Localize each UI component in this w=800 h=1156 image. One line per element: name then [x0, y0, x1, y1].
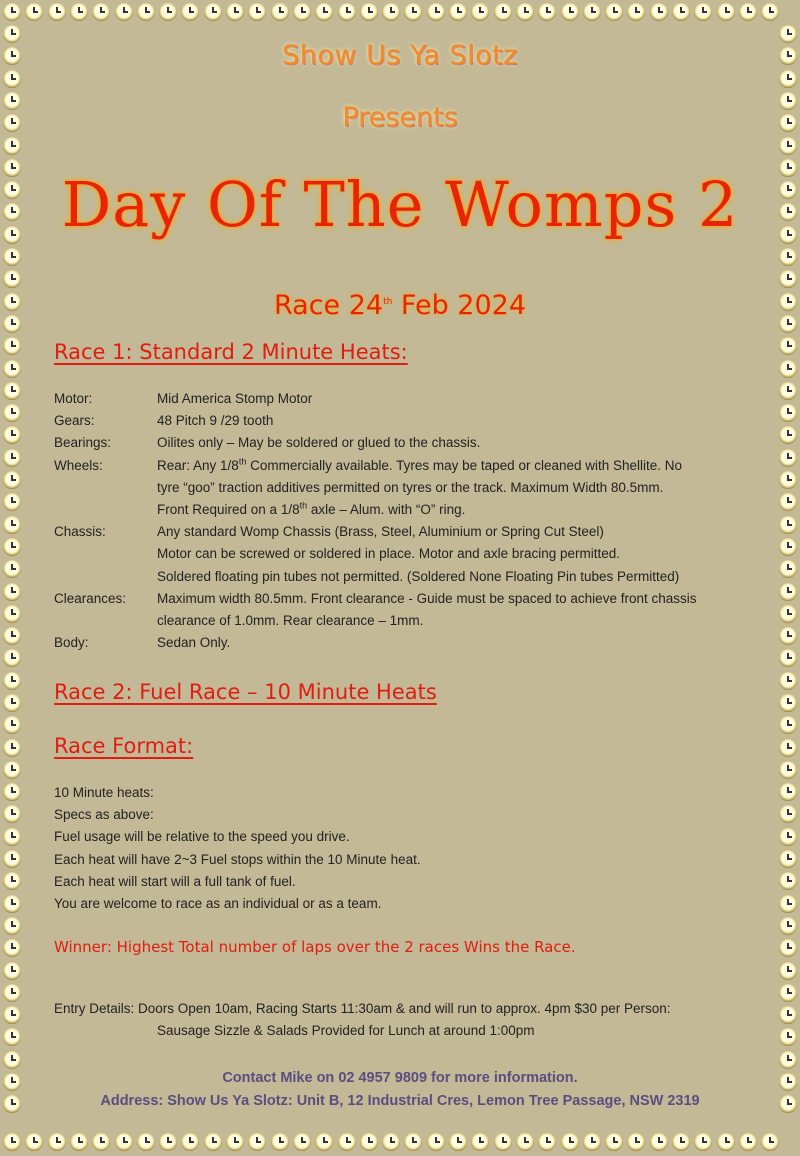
spec-value: Rear: Any 1/8th Commercially available. Tyres may be taped or cleaned with Shellite. No tyre “goo” traction additives permitted on tyres or the track. Maximum Width 80.5mm. Front Required on a 1/8th axle – Alum. with “O” ring.	[157, 456, 683, 518]
clock-icon	[672, 1133, 690, 1151]
spec-row	[54, 410, 754, 432]
clock-icon	[761, 1133, 779, 1151]
clock-icon	[315, 3, 333, 21]
entry-line: Entry Details: Doors Open 10am, Racing Starts 11:30am & and will run to approx. 4pm $30 per Person:	[54, 1001, 671, 1016]
spec-label: Body:	[54, 635, 89, 651]
clock-icon	[779, 1006, 797, 1024]
format-line: Each heat will start will a full tank of fuel.	[54, 873, 296, 889]
clock-icon	[779, 895, 797, 913]
spec-row	[54, 432, 754, 454]
clock-icon	[779, 649, 797, 667]
spec-label: Wheels:	[54, 457, 103, 473]
clock-icon	[627, 3, 645, 21]
format-list	[54, 782, 421, 915]
spec-label: Motor:	[54, 391, 93, 406]
clock-icon	[779, 739, 797, 757]
clock-icon	[360, 3, 378, 21]
presents-text: Presents	[342, 102, 458, 133]
clock-icon	[293, 3, 311, 21]
spec-value: Mid America Stomp Motor	[157, 391, 313, 406]
clock-icon	[271, 1133, 289, 1151]
spec-value: Maximum width 80.5mm. Front clearance - Guide must be spaced to achieve front chassis clearance of 1.0mm. Rear clearance – 1mm.	[157, 590, 697, 629]
clock-icon	[694, 3, 712, 21]
clock-icon	[115, 3, 133, 21]
entry-line: Sausage Sizzle & Salads Provided for Lunch at around 1:00pm	[157, 1023, 535, 1039]
clock-icon	[3, 761, 21, 779]
clock-icon	[70, 3, 88, 21]
clock-icon	[779, 538, 797, 556]
clock-icon	[3, 337, 21, 355]
clock-icon	[3, 672, 21, 690]
clock-icon	[627, 1133, 645, 1151]
clock-icon	[404, 3, 422, 21]
clock-icon	[449, 3, 467, 21]
clock-icon	[538, 1133, 556, 1151]
clock-icon	[3, 828, 21, 846]
format-line: Each heat will have 2~3 Fuel stops within the 10 Minute heat.	[54, 851, 421, 867]
clock-icon	[25, 3, 43, 21]
clock-icon	[779, 917, 797, 935]
clock-icon	[3, 805, 21, 823]
clock-icon	[427, 1133, 445, 1151]
clock-icon	[338, 3, 356, 21]
clock-icon	[449, 1133, 467, 1151]
clock-icon	[583, 1133, 601, 1151]
clock-icon	[3, 895, 21, 913]
clock-icon	[779, 962, 797, 980]
clock-icon	[248, 3, 266, 21]
clock-icon	[3, 1133, 21, 1151]
clock-icon	[779, 672, 797, 690]
event-title: Day Of The Womps 2	[61, 168, 739, 241]
clock-icon	[494, 3, 512, 21]
clock-icon	[739, 3, 757, 21]
clock-icon	[779, 471, 797, 489]
entry-details	[54, 998, 754, 1042]
clock-icon	[3, 493, 21, 511]
clock-icon	[561, 1133, 579, 1151]
clock-icon	[779, 270, 797, 288]
spec-row	[54, 388, 754, 410]
clock-icon	[338, 1133, 356, 1151]
clock-icon	[3, 3, 21, 21]
clock-icon	[779, 828, 797, 846]
spec-value: 48 Pitch 9 /29 tooth	[157, 413, 274, 429]
clock-icon	[779, 426, 797, 444]
contact-block	[0, 1067, 800, 1112]
clock-icon	[25, 1133, 43, 1151]
clock-icon	[779, 805, 797, 823]
clock-icon	[471, 1133, 489, 1151]
spec-label: Chassis:	[54, 524, 106, 540]
clock-icon	[226, 1133, 244, 1151]
clock-icon	[3, 872, 21, 890]
spec-value: Oilites only – May be soldered or glued to the chassis.	[157, 435, 481, 451]
clock-icon	[70, 1133, 88, 1151]
clock-icon	[779, 382, 797, 400]
clock-icon	[779, 694, 797, 712]
clock-icon	[605, 3, 623, 21]
clock-icon	[583, 3, 601, 21]
clock-icon	[3, 1028, 21, 1046]
spec-label: Gears:	[54, 413, 95, 429]
clock-icon	[494, 1133, 512, 1151]
clock-icon	[779, 939, 797, 957]
clock-icon	[48, 3, 66, 21]
clock-icon	[204, 3, 222, 21]
race-date: Race 24th Feb 2024	[273, 290, 527, 321]
clock-icon	[92, 1133, 110, 1151]
clock-icon	[226, 3, 244, 21]
clock-icon	[650, 3, 668, 21]
clock-icon	[717, 1133, 735, 1151]
clock-icon	[3, 850, 21, 868]
clock-icon	[92, 3, 110, 21]
clock-icon	[382, 3, 400, 21]
format-line: You are welcome to race as an individual or as a team.	[54, 896, 382, 912]
clock-icon	[3, 560, 21, 578]
clock-icon	[3, 583, 21, 601]
clock-icon	[115, 1133, 133, 1151]
clock-icon	[293, 1133, 311, 1151]
clock-icon	[181, 3, 199, 21]
clock-icon	[3, 627, 21, 645]
clock-icon	[761, 3, 779, 21]
clock-icon	[271, 3, 289, 21]
clock-icon	[3, 70, 21, 88]
clock-icon	[779, 337, 797, 355]
spec-label: Clearances:	[54, 590, 127, 606]
clock-icon	[181, 1133, 199, 1151]
winner-text: Winner: Highest Total number of laps over the 2 races Wins the Race.	[54, 938, 576, 956]
format-line: 10 Minute heats:	[54, 785, 154, 800]
clock-icon	[779, 783, 797, 801]
clock-icon	[3, 1006, 21, 1024]
clock-icon	[779, 627, 797, 645]
clock-icon	[3, 449, 21, 467]
clock-icon	[516, 1133, 534, 1151]
format-line: Specs as above:	[54, 807, 154, 823]
clock-icon	[471, 3, 489, 21]
format-heading: Race Format:	[54, 734, 194, 758]
clock-icon	[137, 1133, 155, 1151]
clock-icon	[779, 984, 797, 1002]
clock-icon	[779, 70, 797, 88]
clock-icon	[3, 739, 21, 757]
clock-icon	[779, 560, 797, 578]
race2-heading: Race 2: Fuel Race – 10 Minute Heats	[54, 680, 437, 704]
contact-line: Contact Mike on 02 4957 9809 for more information.	[222, 1070, 578, 1086]
clock-icon	[779, 516, 797, 534]
clock-icon	[404, 1133, 422, 1151]
race1-heading: Race 1: Standard 2 Minute Heats:	[54, 340, 408, 364]
clock-icon	[561, 3, 579, 21]
clock-icon	[3, 917, 21, 935]
spec-value: Any standard Womp Chassis (Brass, Steel, Aluminium or Spring Cut Steel) Motor can be screwed or soldered in place. Motor and axle bracing permitted. Soldered floating pin tubes not permitted. (Soldered None Floating Pin tubes Permitted)	[157, 524, 680, 584]
clock-icon	[3, 382, 21, 400]
clock-icon	[779, 360, 797, 378]
clock-icon	[779, 1028, 797, 1046]
clock-icon	[779, 605, 797, 623]
clock-icon	[779, 248, 797, 266]
clock-icon	[739, 1133, 757, 1151]
clock-icon	[605, 1133, 623, 1151]
clock-icon	[538, 3, 556, 21]
spec-list	[54, 388, 754, 654]
clock-icon	[779, 137, 797, 155]
spec-row	[54, 455, 754, 522]
clock-icon	[650, 1133, 668, 1151]
clock-icon	[3, 471, 21, 489]
clock-icon	[694, 1133, 712, 1151]
clock-icon	[204, 1133, 222, 1151]
clock-icon	[3, 783, 21, 801]
clock-icon	[3, 360, 21, 378]
clock-icon	[3, 605, 21, 623]
clock-icon	[48, 1133, 66, 1151]
clock-icon	[3, 984, 21, 1002]
clock-icon	[159, 3, 177, 21]
address-line: Address: Show Us Ya Slotz: Unit B, 12 Industrial Cres, Lemon Tree Passage, NSW 2319	[100, 1092, 700, 1109]
clock-icon	[137, 3, 155, 21]
clock-icon	[382, 1133, 400, 1151]
clock-icon	[427, 3, 445, 21]
clock-icon	[3, 137, 21, 155]
clock-icon	[3, 426, 21, 444]
spec-row	[54, 632, 754, 654]
clock-icon	[159, 1133, 177, 1151]
clock-icon	[3, 270, 21, 288]
clock-icon	[779, 716, 797, 734]
clock-icon	[779, 404, 797, 422]
clock-icon	[516, 3, 534, 21]
clock-icon	[315, 1133, 333, 1151]
spec-row	[54, 588, 754, 632]
clock-icon	[3, 939, 21, 957]
clock-icon	[3, 649, 21, 667]
clock-icon	[779, 850, 797, 868]
clock-icon	[779, 583, 797, 601]
clock-icon	[3, 404, 21, 422]
clock-icon	[779, 761, 797, 779]
clock-icon	[248, 1133, 266, 1151]
format-line: Fuel usage will be relative to the speed you drive.	[54, 829, 350, 845]
clock-icon	[779, 872, 797, 890]
clock-icon	[3, 248, 21, 266]
clock-icon	[717, 3, 735, 21]
spec-label: Bearings:	[54, 435, 112, 451]
clock-icon	[672, 3, 690, 21]
clock-icon	[779, 493, 797, 511]
clock-icon	[3, 962, 21, 980]
organizer-title: Show Us Ya Slotz	[282, 40, 518, 71]
clock-icon	[3, 716, 21, 734]
clock-icon	[360, 1133, 378, 1151]
spec-value: Sedan Only.	[157, 635, 231, 651]
clock-icon	[3, 516, 21, 534]
spec-row	[54, 521, 754, 588]
clock-icon	[3, 694, 21, 712]
clock-icon	[3, 538, 21, 556]
clock-icon	[779, 449, 797, 467]
